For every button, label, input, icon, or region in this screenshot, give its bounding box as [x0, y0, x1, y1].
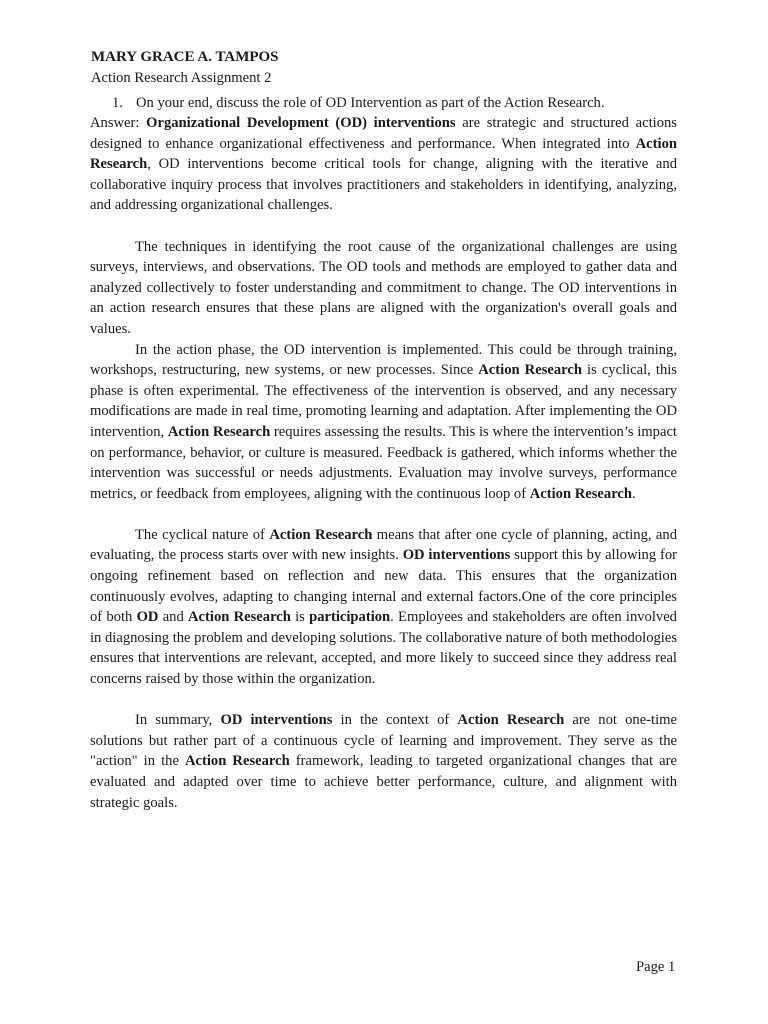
paragraph-5 — [90, 710, 677, 813]
p5-text-g: framework, leading to targeted organizational changes that are evaluated and adapted over time to achieve better performance, culture, and alignment with strategic goals. — [90, 753, 677, 811]
assignment-title: Action Research Assignment 2 — [91, 70, 272, 86]
p4-text-e: support this by allowing for ongoing refinement based on reflection and new data. This ensures that the organization continuously evolves, adapting to changing internal and external factors.One of the core principles of both — [90, 547, 677, 626]
question-item — [112, 93, 692, 114]
paragraph-1 — [90, 113, 677, 216]
p1-text-e: , OD interventions become critical tools for change, aligning with the iterative and collaborative inquiry process that involves practitioners and stakeholders in identifying, analyzing, and addressing organizational challenges. — [90, 156, 677, 214]
p5-text-a: In summary, — [135, 712, 221, 729]
page-number: Page 1 — [636, 959, 676, 975]
paragraph-gap — [90, 690, 677, 711]
p4-text-i: is — [290, 609, 310, 626]
p4-bold-h: Action Research — [188, 609, 291, 626]
p4-text-a: The cyclical nature of — [135, 526, 270, 543]
p3-text-e: requires assessing the results. This is where the intervention’s impact on performance, behavior, or culture is measured. Feedback is gathered, which informs whether the intervention was successful or needs adjustments. Evaluation may involve surveys, performance metrics, or feedback from employees, aligning with the continuous loop of — [90, 423, 677, 502]
p3-text-a: In the action phase, the OD intervention is implemented. This could be through training, workshops, restructuring, new systems, or new processes. Since — [90, 341, 677, 379]
p3-bold-f: Action Research — [529, 485, 633, 502]
paragraph-3 — [90, 340, 677, 505]
p4-bold-f: OD — [136, 609, 159, 626]
p4-bold-b: Action Research — [269, 526, 373, 543]
paragraph-4 — [90, 525, 677, 690]
p1-text-c: are strategic and structured actions designed to enhance organizational effectiveness and performance. When integrated into — [90, 115, 677, 152]
p5-text-c: in the context of — [332, 712, 458, 729]
p1-text-a: Answer: — [90, 115, 147, 131]
answer-body — [90, 113, 677, 813]
question-number: 1. — [112, 95, 123, 111]
p4-bold-d: OD interventions — [402, 547, 511, 564]
p4-bold-j: participation — [309, 609, 391, 626]
p5-bold-b: OD interventions — [220, 712, 333, 729]
p1-bold-b: Organizational Development (OD) interventions — [146, 115, 456, 131]
paragraph-gap — [90, 216, 677, 237]
p1-bold-d: Action Research — [90, 135, 677, 173]
p5-bold-d: Action Research — [457, 712, 565, 729]
author-name: MARY GRACE A. TAMPOS — [91, 49, 279, 65]
p4-text-g: and — [158, 609, 189, 626]
p5-bold-f: Action Research — [185, 753, 290, 770]
p3-bold-b: Action Research — [478, 362, 582, 379]
p3-bold-d: Action Research — [167, 423, 271, 440]
question-text: On your end, discuss the role of OD Intervention as part of the Action Research. — [136, 95, 605, 111]
document-header — [91, 47, 691, 89]
p5-text-e: are not one-time solutions but rather part of a continuous cycle of learning and improvement. They serve as the "action" in the — [90, 712, 677, 770]
p4-text-c: means that after one cycle of planning, acting, and evaluating, the process starts over with new insights. — [90, 526, 677, 564]
p4-text-k: . Employees and stakeholders are often involved in diagnosing the problem and developing solutions. The collaborative nature of both methodologies ensures that interventions are relevant, accepted, and more likely to succeed since they address real concerns raised by those within the organization. — [90, 609, 678, 688]
paragraph-2 — [90, 237, 677, 340]
p2-text-a: The techniques in identifying the root cause of the organizational challenges are using surveys, interviews, and observations. The OD tools and methods are employed to gather data and analyzed collectively to foster understanding and commitment to change. The OD interventions in an action research ensures that these plans are aligned with the organization's overall goals and values. — [90, 238, 677, 337]
paragraph-gap — [90, 504, 677, 525]
p3-text-c: is cyclical, this phase is often experimental. The effectiveness of the intervention is observed, and any necessary modifications are made in real time, promoting learning and adaptation. After implementing the OD intervention, — [90, 362, 677, 440]
p3-text-g: . — [632, 485, 636, 502]
